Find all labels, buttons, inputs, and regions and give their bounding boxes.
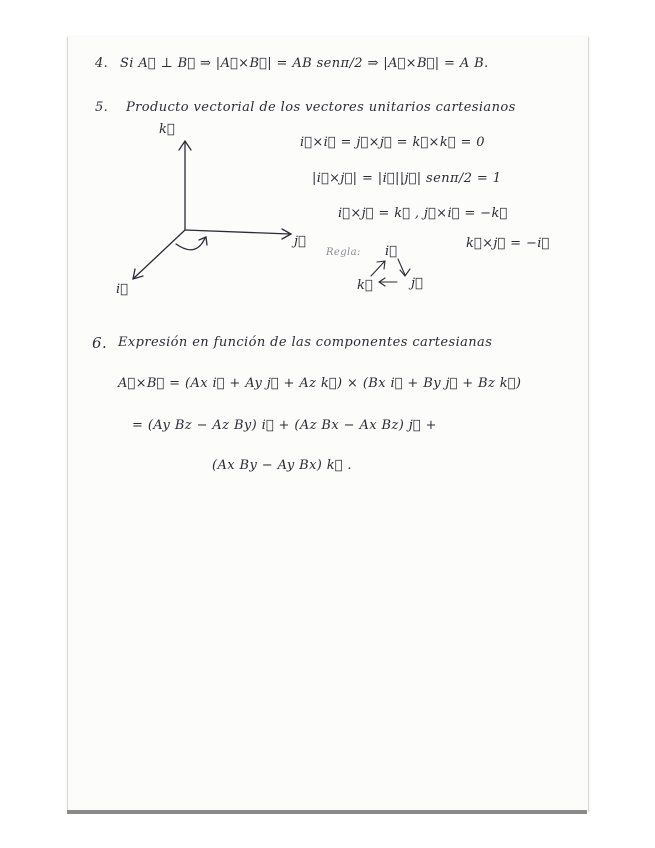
rule-arrow-k-to-i bbox=[371, 262, 384, 276]
item4-number: 4. bbox=[95, 56, 109, 71]
j-axis-label: j⃗ bbox=[294, 234, 307, 249]
i-axis-label: i⃗ bbox=[116, 282, 129, 297]
unit-eq-magnitude: |i⃗×j⃗| = |i⃗||j⃗| senπ/2 = 1 bbox=[312, 171, 502, 186]
item4-formula: Si A⃗ ⊥ B⃗ ⇒ |A⃗×B⃗| = AB senπ/2 ⇒ |A⃗×B⃗| = A B. bbox=[120, 56, 489, 71]
item6-title: Expresión en función de las componentes cartesianas bbox=[118, 335, 493, 350]
unit-eq-kj: k⃗×j⃗ = −i⃗ bbox=[466, 236, 550, 251]
i-axis-line bbox=[134, 230, 185, 278]
item6-line3: (Ax By − Ay Bx) k⃗ . bbox=[212, 458, 352, 473]
item6-line1: A⃗×B⃗ = (Ax i⃗ + Ay j⃗ + Az k⃗) × (Bx i⃗ + By j⃗ + Bz k⃗) bbox=[118, 376, 522, 391]
rule-j: j⃗ bbox=[411, 276, 424, 291]
k-axis-label: k⃗ bbox=[159, 122, 176, 137]
rule-i: i⃗ bbox=[385, 244, 398, 259]
unit-eq-cross: i⃗×j⃗ = k⃗ , j⃗×i⃗ = −k⃗ bbox=[338, 206, 508, 221]
item5-number: 5. bbox=[95, 100, 109, 115]
rule-label: Regla: bbox=[326, 247, 361, 258]
item6-number: 6. bbox=[92, 334, 108, 352]
item5-title: Producto vectorial de los vectores unitarios cartesianos bbox=[126, 100, 516, 115]
item6-line2: = (Ay Bz − Az By) i⃗ + (Az Bx − Ax Bz) j⃗ + bbox=[132, 418, 437, 433]
j-axis-line bbox=[185, 230, 290, 234]
rule-k: k⃗ bbox=[357, 278, 374, 293]
unit-eq-self-products: i⃗×i⃗ = j⃗×j⃗ = k⃗×k⃗ = 0 bbox=[300, 135, 485, 150]
